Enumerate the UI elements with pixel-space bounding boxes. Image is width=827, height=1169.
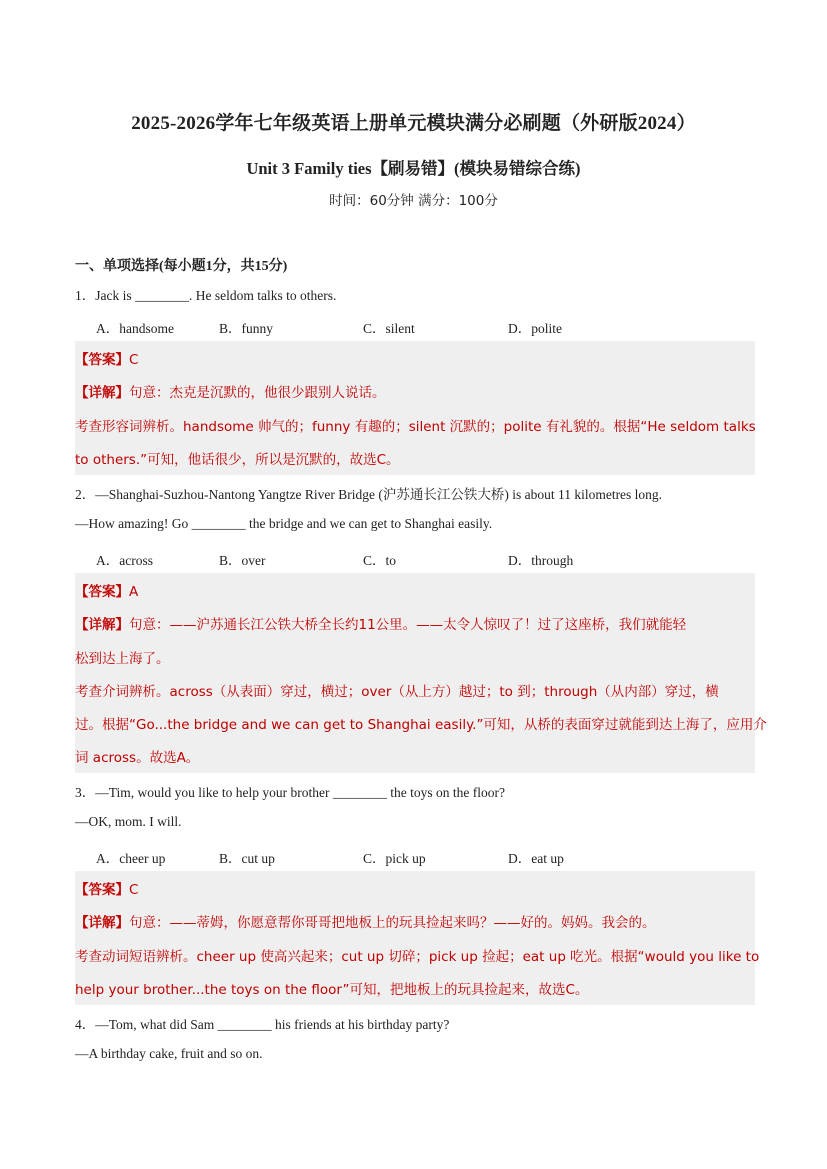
question-2-stem: 2．—Shanghai-Suzhou-Nantong Yangtze River Bridge (沪苏通长江公铁大桥) is about 11 kilometres long. (75, 487, 663, 502)
question-1-options (96, 317, 696, 335)
question-3-stem: —OK, mom. I will. (75, 814, 182, 829)
question-2-answer-box (75, 573, 767, 773)
detail-text: help your brother...the toys on the floor”可知，把地板上的玩具捡起来，故选C。 (75, 982, 589, 998)
option-d: D．polite (508, 321, 562, 336)
option-c: C．pick up (363, 851, 426, 866)
detail-text: 考查动词短语辨析。cheer up 使高兴起来；cut up 切碎；pick up 捡起；eat up 吃光。根据“would you like to (75, 949, 760, 965)
option-b: B．over (219, 553, 266, 568)
detail-text: 过。根据“Go...the bridge and we can get to Shanghai easily.”可知，从桥的表面穿过就能到达上海了，应用介 (75, 717, 767, 733)
option-d: D．through (508, 553, 574, 568)
detail-text: 句意：——蒂姆，你愿意帮你哥哥把地板上的玩具捡起来吗？——好的。妈妈。我会的。 (129, 915, 656, 931)
option-a: A．cheer up (96, 851, 166, 866)
section-title: 一、单项选择(每小题1分，共15分) (75, 259, 288, 274)
detail-text: 词 across。故选A。 (75, 750, 200, 766)
question-1-stem: 1．Jack is ________. He seldom talks to others. (75, 288, 337, 303)
question-2-options (96, 549, 696, 567)
detail-text: to others.”可知，他话很少，所以是沉默的，故选C。 (75, 452, 400, 468)
answer-value: C (129, 882, 139, 898)
detail-text: 考查形容词辨析。handsome 帅气的；funny 有趣的；silent 沉默的；polite 有礼貌的。根据“He seldom talks (75, 419, 756, 435)
detail-line (75, 381, 386, 401)
option-d: D．eat up (508, 851, 564, 866)
detail-text: 句意：杰克是沉默的，他很少跟别人说话。 (129, 385, 386, 401)
option-c: C．to (363, 553, 397, 568)
detail-line (75, 911, 656, 931)
answer-label: 【答案】 (75, 352, 129, 368)
detail-label: 【详解】 (75, 385, 129, 401)
option-a: A．across (96, 553, 153, 568)
time-info: 时间：60分钟 满分：100分 (329, 193, 498, 209)
question-3-options (96, 847, 696, 865)
detail-label: 【详解】 (75, 617, 129, 633)
question-2-stem: —How amazing! Go ________ the bridge and we can get to Shanghai easily. (75, 516, 493, 531)
question-4-stem: 4．—Tom, what did Sam ________ his friends at his birthday party? (75, 1017, 450, 1032)
answer-label: 【答案】 (75, 584, 129, 600)
document-title: 2025-2026学年七年级英语上册单元模块满分必刷题（外研版2024） (131, 113, 696, 134)
option-a: A．handsome (96, 321, 174, 336)
detail-line (75, 613, 686, 633)
answer-line (75, 348, 138, 368)
question-3-answer-box (75, 871, 760, 1005)
option-c: C．silent (363, 321, 415, 336)
question-1-answer-box (75, 341, 755, 475)
answer-line (75, 580, 138, 600)
option-b: B．cut up (219, 851, 275, 866)
answer-label: 【答案】 (75, 882, 129, 898)
document-subtitle: Unit 3 Family ties【刷易错】(模块易错综合练) (246, 159, 581, 178)
question-3-stem: 3．—Tim, would you like to help your brother ________ the toys on the floor? (75, 785, 505, 800)
detail-label: 【详解】 (75, 915, 129, 931)
question-4-stem: —A birthday cake, fruit and so on. (75, 1046, 263, 1061)
detail-text: 句意：——沪苏通长江公铁大桥全长约11公里。——太令人惊叹了！过了这座桥，我们就能轻 (129, 617, 687, 633)
answer-value: C (129, 352, 139, 368)
detail-text: 松到达上海了。 (75, 651, 170, 667)
option-b: B．funny (219, 321, 273, 336)
detail-text: 考查介词辨析。across（从表面）穿过，横过；over（从上方）越过；to 到；through（从内部）穿过，横 (75, 684, 719, 700)
answer-value: A (129, 584, 139, 600)
answer-line (75, 878, 138, 898)
